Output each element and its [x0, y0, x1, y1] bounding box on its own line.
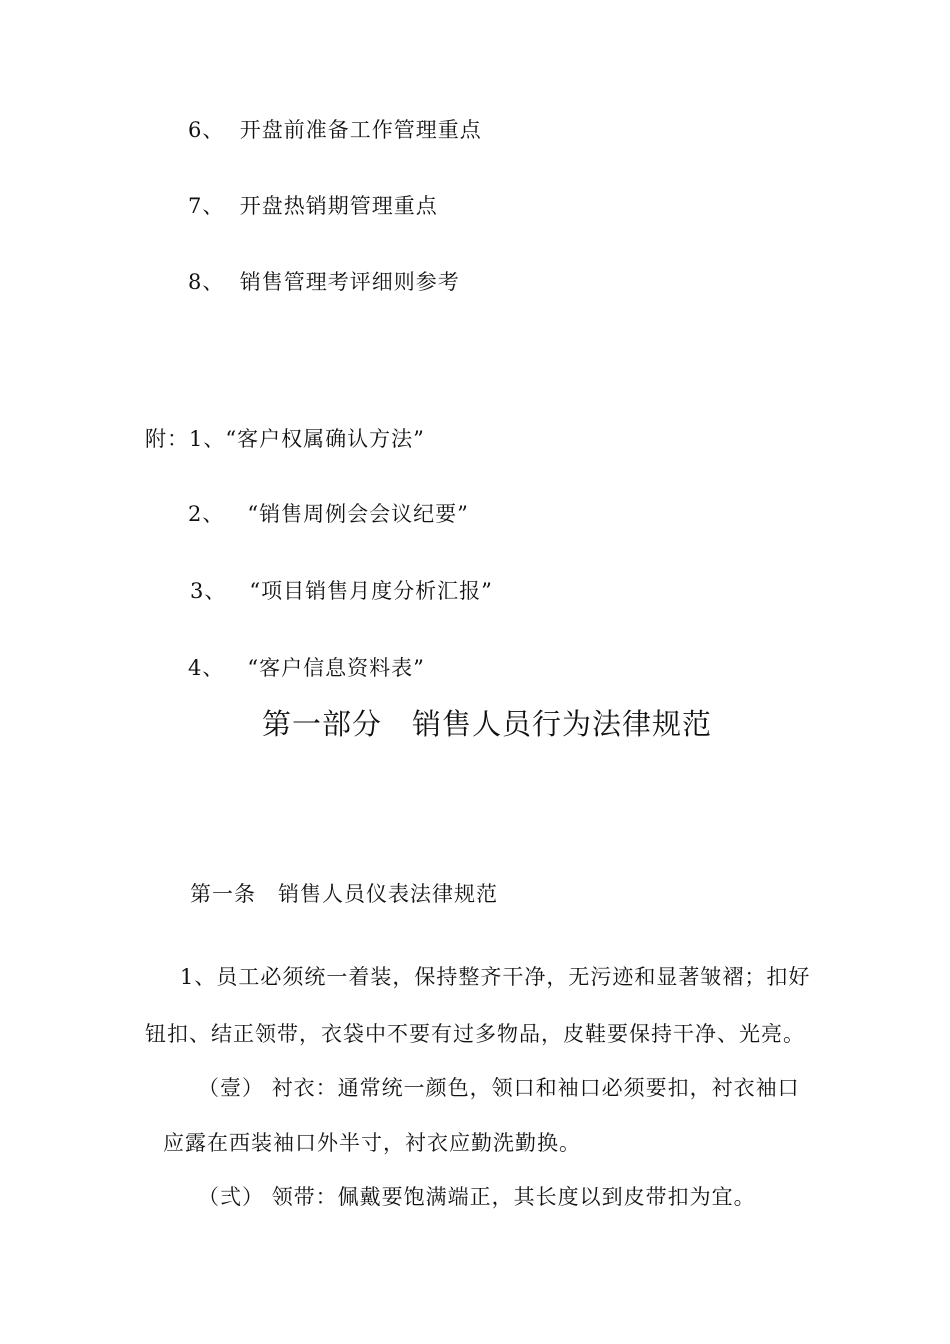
list-item-text: 领带：佩戴要饱满端正，其长度以到皮带扣为宜。	[271, 1185, 756, 1209]
article-title: 第一条 销售人员仪表法律规范	[190, 882, 498, 906]
appendix-prefix: 附：1、	[145, 427, 226, 451]
appendix-item-4	[188, 654, 425, 682]
appendix-item-number: 3、	[190, 579, 227, 603]
toc-item-7	[188, 192, 438, 220]
toc-item-number: 7、	[188, 194, 225, 218]
paragraph-1-line-1: 1、员工必须统一着装，保持整齐干净，无污迹和显著皱褶；扣好	[180, 965, 811, 989]
toc-item-6	[188, 116, 482, 144]
appendix-item-2	[188, 500, 469, 528]
appendix-item-text: “客户信息资料表”	[247, 656, 425, 680]
appendix-item-1	[145, 425, 425, 453]
appendix-item-text: “项目销售月度分析汇报”	[249, 579, 493, 603]
toc-item-8	[188, 268, 460, 296]
appendix-item-text: “客户权属确认方法”	[225, 427, 425, 451]
toc-item-text: 开盘热销期管理重点	[239, 194, 438, 218]
list-item-2-line-1	[198, 1183, 756, 1211]
list-item-text: 衬衣：通常统一颜色，领口和袖口必须要扣，衬衣袖口	[271, 1076, 800, 1100]
list-item-1-line-1	[198, 1074, 800, 1102]
list-item-1-line-2: 应露在西装袖口外半寸，衬衣应勤洗勤换。	[163, 1131, 581, 1155]
appendix-item-number: 4、	[188, 656, 225, 680]
appendix-item-number: 2、	[188, 502, 225, 526]
toc-item-text: 开盘前准备工作管理重点	[239, 118, 482, 142]
appendix-item-text: “销售周例会会议纪要”	[247, 502, 469, 526]
part-title: 第一部分 销售人员行为法律规范	[262, 707, 713, 741]
list-item-label: （壹）	[198, 1076, 264, 1100]
toc-item-number: 8、	[188, 270, 225, 294]
toc-item-number: 6、	[188, 118, 225, 142]
toc-item-text: 销售管理考评细则参考	[239, 270, 460, 294]
appendix-item-3	[190, 577, 493, 605]
list-item-label: （弍）	[198, 1185, 264, 1209]
paragraph-1-line-2: 钮扣、结正领带，衣袋中不要有过多物品，皮鞋要保持干净、光亮。	[145, 1022, 805, 1046]
